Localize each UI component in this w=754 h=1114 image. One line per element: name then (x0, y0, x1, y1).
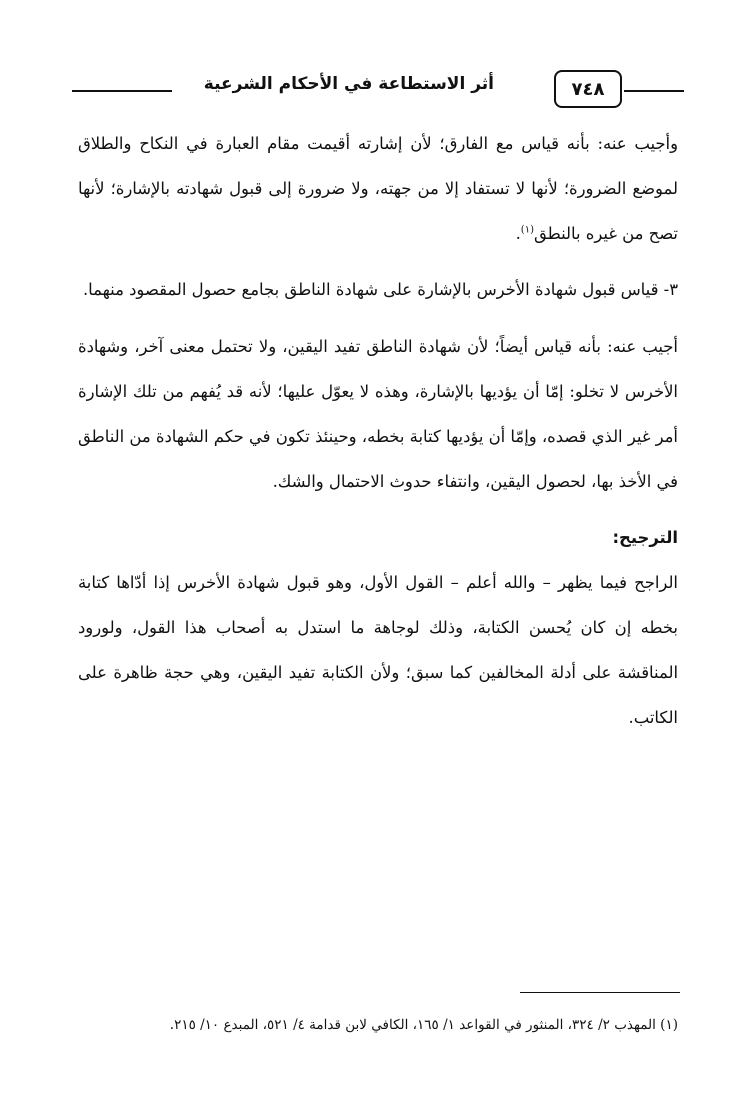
paragraph-text: وأجيب عنه: بأنه قياس مع الفارق؛ لأن إشارته أقيمت مقام العبارة في النكاح والطلاق لموضع الضرورة؛ لأنها لا تستفاد إلا من جهته، ولا ضرورة إلى قبول شهادته بالإشارة؛ لأنها تصح من غيره بالنطق (78, 134, 678, 243)
paragraph-reply-1 (78, 122, 678, 256)
header-rule-left (72, 90, 172, 92)
footnote-ref: (١) (520, 224, 534, 236)
section-heading: الترجيح: (612, 528, 678, 548)
footnote-separator (520, 992, 680, 993)
page-number: ٧٤٨ (554, 70, 622, 108)
paragraph-conclusion: الراجح فيما يظهر – والله أعلم – القول الأول، وهو قبول شهادة الأخرس إذا أدّاها كتابة بخطه إن كان يُحسن الكتابة، وذلك لوجاهة ما استدل به أصحاب هذا القول، ولورود المناقشة على أدلة المخالفين كما سبق؛ ولأن الكتابة تفيد اليقين، وهي حجة ظاهرة على الكاتب. (78, 573, 678, 727)
paragraph-reply-2: أجيب عنه: بأنه قياس أيضاً؛ لأن شهادة الناطق تفيد اليقين، ولا تحتمل معنى آخر، وشهادة الأخرس لا تخلو: إمّا أن يؤديها بالإشارة، وهذه لا يعوّل عليها؛ لأنه قد يُفهم من تلك الإشارة أمر غير الذي قصده، وإمّا أن يؤديها كتابة بخطه، وحينئذ تكون في حكم الشهادة من الناطق في الأخذ بها، لحصول اليقين، وانتفاء حدوث الاحتمال والشك. (78, 337, 678, 491)
period: . (515, 223, 521, 243)
page-header (72, 70, 684, 110)
footnote: (١) المهذب ٢/ ٣٢٤، المنثور في القواعد ١/ ١٦٥، الكافي لابن قدامة ٤/ ٥٢١، المبدع ١٠/ ٢١٥. (169, 1017, 678, 1033)
paragraph-evidence-3: ٣- قياس قبول شهادة الأخرس بالإشارة على شهادة الناطق بجامع حصول المقصود منهما. (82, 280, 678, 300)
header-rule-right (624, 90, 684, 92)
running-title: أثر الاستطاعة في الأحكام الشرعية (203, 74, 494, 94)
main-text (78, 122, 678, 752)
